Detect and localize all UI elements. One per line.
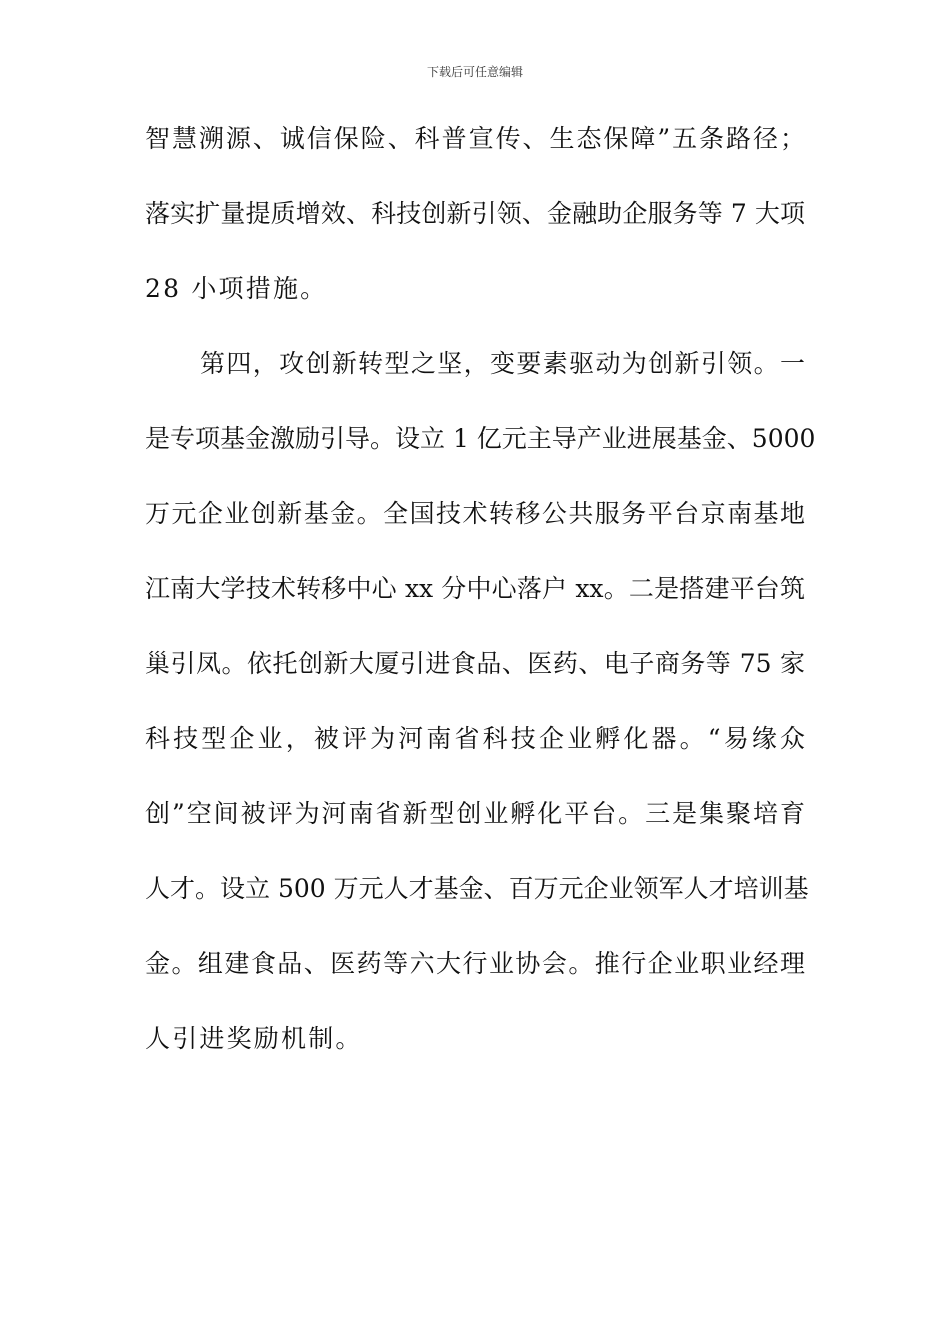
text-line: 人才。设立 500 万元人才基金、百万元企业领军人才培训基 xyxy=(145,874,809,903)
text-line: 科技型企业，被评为河南省科技企业孵化器。“易缘众 xyxy=(145,724,805,753)
text-line: 巢引凤。依托创新大厦引进食品、医药、电子商务等 75 家 xyxy=(145,649,805,678)
text-line: 万元企业创新基金。全国技术转移公共服务平台京南基地 xyxy=(145,499,805,528)
page-header: 下载后可任意编辑 xyxy=(426,65,523,79)
text-line: 28 小项措施。 xyxy=(145,274,328,303)
text-line: 江南大学技术转移中心 xx 分中心落户 xx。二是搭建平台筑 xyxy=(145,574,805,603)
text-line: 智慧溯源、诚信保险、科普宣传、生态保障”五条路径； xyxy=(145,124,805,153)
paragraph-first-line: 第四，攻创新转型之坚，变要素驱动为创新引领。一 xyxy=(200,349,805,378)
text-line: 落实扩量提质增效、科技创新引领、金融助企服务等 7 大项 xyxy=(145,199,805,228)
text-line: 是专项基金激励引导。设立 1 亿元主导产业进展基金、5000 xyxy=(145,424,816,453)
text-line: 金。组建食品、医药等六大行业协会。推行企业职业经理 xyxy=(145,949,805,978)
text-line: 创”空间被评为河南省新型创业孵化平台。三是集聚培育 xyxy=(145,799,805,828)
text-line: 人引进奖励机制。 xyxy=(145,1024,363,1053)
